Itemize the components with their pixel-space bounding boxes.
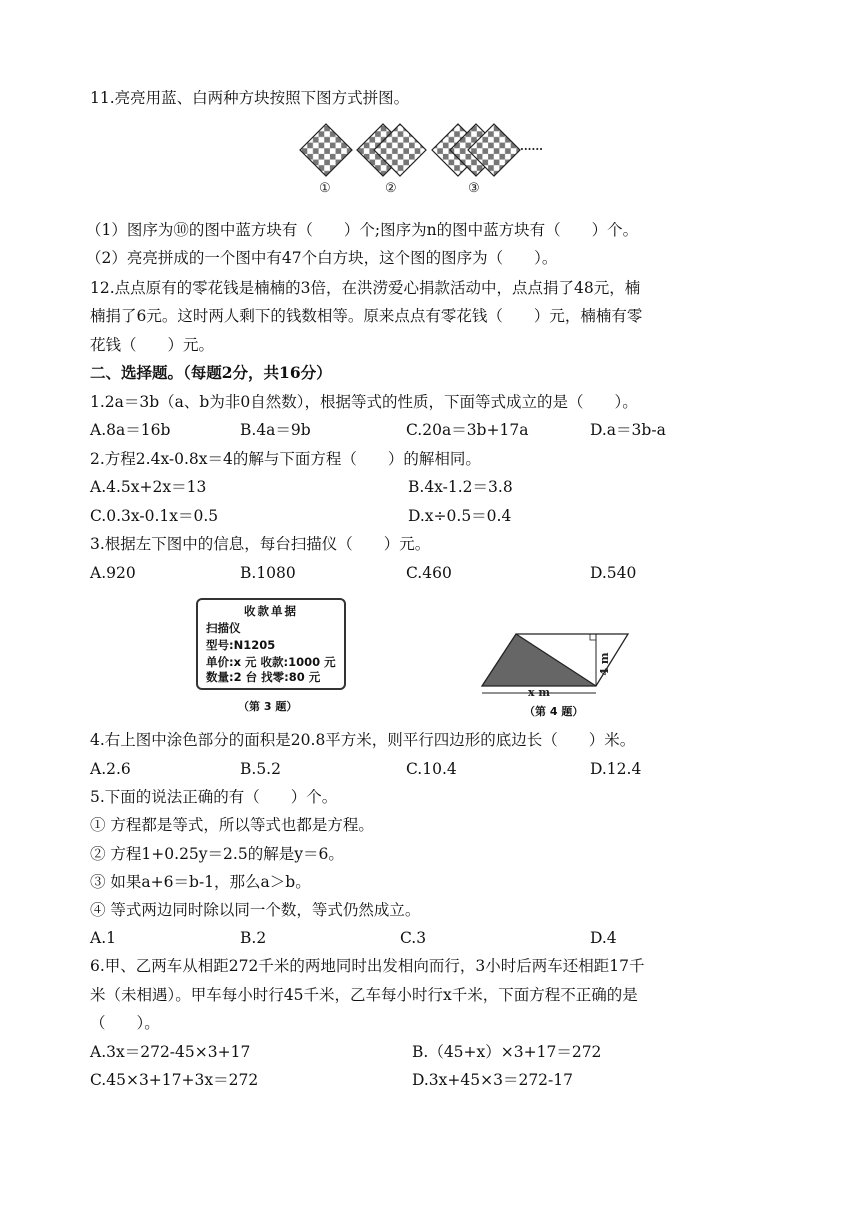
- c2-stem: 2.方程2.4x-0.8x＝4的解与下面方程（ ）的解相同。: [90, 450, 481, 468]
- c5-statement-2: ② 方程1+0.25y＝2.5的解是y＝6。: [90, 845, 344, 863]
- c4-option-a: A.2.6: [90, 760, 131, 778]
- height-label: 4 m: [598, 652, 611, 676]
- c6-line1: 6.甲、乙两车从相距272千米的两地同时出发相向而行，3小时后两车还相距17千: [90, 957, 645, 975]
- c6-option-d: D.3x+45×3＝272-17: [412, 1071, 574, 1089]
- q11-part2: （2）亮亮拼成的一个图中有47个白方块，这个图的图序为（ ）。: [86, 249, 558, 267]
- c6-line2: 米（未相遇）。甲车每小时行45千米，乙车每小时行x千米，下面方程不正确的是: [90, 986, 638, 1004]
- q11-stem: 11.亮亮用蓝、白两种方块按照下图方式拼图。: [90, 89, 410, 107]
- c1-stem: 1.2a＝3b（a、b为非0自然数），根据等式的性质，下面等式成立的是（ ）。: [90, 393, 638, 411]
- c3-option-a: A.920: [90, 564, 136, 582]
- c3-stem: 3.根据左下图中的信息，每台扫描仪（ ）元。: [90, 535, 431, 553]
- c5-option-d: D.4: [590, 929, 617, 947]
- tile-pattern-1: [300, 124, 352, 176]
- receipt-row-3: 单价:x 元 收款:1000 元: [206, 655, 336, 669]
- q11-part1: （1）图序为⑩的图中蓝方块有（ ）个;图序为n的图中蓝方块有（ ）个。: [86, 221, 639, 239]
- c2-option-c: C.0.3x-0.1x＝0.5: [90, 507, 219, 525]
- c4-option-c: C.10.4: [406, 760, 457, 778]
- c6-line3: （ ）。: [90, 1014, 160, 1032]
- fig-label-1: ①: [319, 181, 331, 196]
- receipt-row-4: 数量:2 台 找零:80 元: [206, 670, 321, 684]
- tile-pattern-3: [432, 124, 520, 176]
- c4-stem: 4.右上图中涂色部分的面积是20.8平方米，则平行四边形的底边长（ ）米。: [90, 731, 636, 749]
- receipt-title: 收款单据: [244, 604, 298, 618]
- c1-option-c: C.20a＝3b+17a: [406, 421, 529, 439]
- c5-option-a: A.1: [90, 929, 116, 947]
- c6-option-a: A.3x＝272-45×3+17: [90, 1043, 251, 1061]
- c1-option-a: A.8a＝16b: [90, 421, 171, 439]
- c5-option-c: C.3: [400, 929, 427, 947]
- q12-line2: 楠捐了6元。这时两人剩下的钱数相等。原来点点有零花钱（ ）元，楠楠有零: [90, 307, 643, 325]
- section-heading: 二、选择题。（每题2分，共16分）: [90, 363, 332, 382]
- c3-option-d: D.540: [590, 564, 637, 582]
- q12-line3: 花钱（ ）元。: [90, 336, 215, 354]
- c4-option-d: D.12.4: [590, 760, 642, 778]
- c4-option-b: B.5.2: [240, 760, 281, 778]
- c5-statement-1: ① 方程都是等式，所以等式也都是方程。: [90, 816, 374, 834]
- receipt-caption: （第 3 题）: [238, 700, 298, 713]
- c6-option-c: C.45×3+17+3x＝272: [90, 1071, 259, 1089]
- parallelogram-figure: [476, 630, 636, 706]
- c5-statement-3: ③ 如果a+6＝b-1，那么a＞b。: [90, 873, 311, 891]
- c3-option-c: C.460: [406, 564, 452, 582]
- c1-option-d: D.a＝3b-a: [590, 421, 666, 439]
- c3-option-b: B.1080: [240, 564, 296, 582]
- c2-option-b: B.4x-1.2＝3.8: [408, 478, 513, 496]
- c5-statement-4: ④ 等式两边同时除以同一个数，等式仍然成立。: [90, 901, 421, 919]
- c1-option-b: B.4a＝9b: [240, 421, 311, 439]
- c5-option-b: B.2: [240, 929, 267, 947]
- c6-option-b: B.（45+x）×3+17＝272: [412, 1043, 602, 1061]
- c2-option-d: D.x÷0.5＝0.4: [408, 507, 512, 525]
- tile-pattern-2: [357, 124, 426, 176]
- c5-stem: 5.下面的说法正确的有（ ）个。: [90, 788, 338, 806]
- q12-line1: 12.点点原有的零花钱是楠楠的3倍，在洪涝爱心捐款活动中，点点捐了48元，楠: [90, 279, 641, 297]
- base-label: x m: [527, 686, 551, 699]
- receipt-row-1: 扫描仪: [206, 621, 241, 635]
- fig-ellipsis: ······: [520, 143, 543, 156]
- c2-option-a: A.4.5x+2x＝13: [90, 478, 207, 496]
- q11-tile-figure: [296, 120, 556, 196]
- fig-label-3: ③: [468, 181, 480, 196]
- parallelogram-caption: （第 4 题）: [524, 705, 584, 718]
- receipt-figure: [196, 598, 346, 690]
- fig-label-2: ②: [385, 181, 397, 196]
- receipt-row-2: 型号:N1205: [206, 638, 276, 652]
